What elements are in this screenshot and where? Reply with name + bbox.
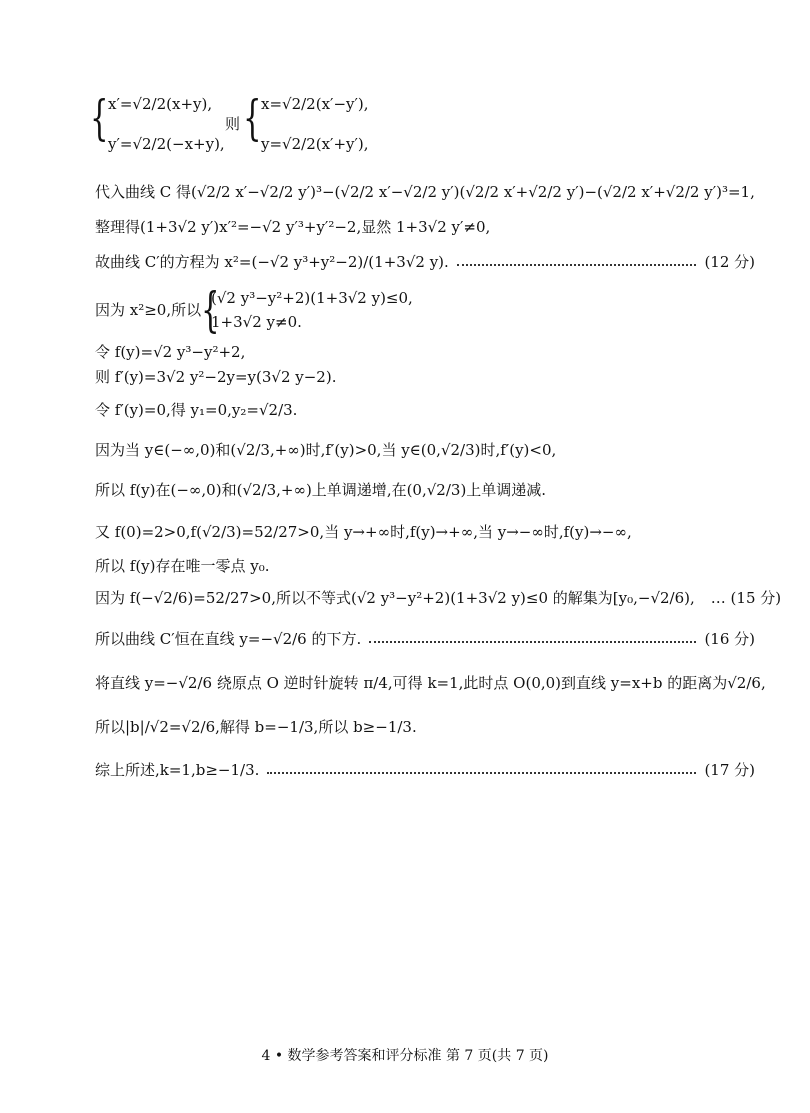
score-17: (17 分): [704, 761, 755, 779]
sign-line: 因为当 y∈(−∞,0)和(√2/3,+∞)时,f′(y)>0,当 y∈(0,√2/3)时,f′(y)<0,: [95, 441, 557, 459]
derivative-line: 则 f′(y)=3√2 y²−2y=y(3√2 y−2).: [95, 368, 337, 386]
coordinate-system-right: [225, 88, 425, 168]
curve-equation: 故曲线 C′的方程为 x²=(−√2 y³+y²−2)/(1+3√2 y).: [95, 253, 449, 271]
simplified-line: 整理得(1+3√2 y′)x′²=−√2 y′³+y′²−2,显然 1+3√2 y′≠0,: [95, 218, 491, 236]
leader-dots: [267, 772, 696, 774]
scored-line-15: [95, 588, 782, 608]
page-footer: 4 • 数学参考答案和评分标准 第 7 页(共 7 页): [261, 1048, 549, 1064]
brace-case: {: [201, 282, 220, 338]
system-left-row1: x′=√2/2(x+y),: [108, 95, 213, 113]
inequality-row2: 1+3√2 y≠0.: [211, 313, 302, 331]
score-15: … (15 分): [710, 589, 782, 607]
scored-line-17: [95, 760, 755, 780]
final-conclusion: 综上所述,k=1,b≥−1/3.: [95, 761, 260, 779]
scored-line-12: [95, 252, 755, 272]
monotonic-line: 所以 f(y)在(−∞,0)和(√2/3,+∞)上单调递增,在(0,√2/3)上单调递减.: [95, 481, 547, 499]
leader-dots: [369, 641, 696, 643]
system-left-row2: y′=√2/2(−x+y),: [108, 135, 225, 153]
distance-line: 所以|b|/√2=√2/6,解得 b=−1/3,所以 b≥−1/3.: [95, 718, 417, 736]
system-right-row1: x=√2/2(x′−y′),: [261, 95, 369, 113]
inequality-system: [95, 282, 495, 338]
brace-right: {: [243, 90, 262, 146]
substitution-line: 代入曲线 C 得(√2/2 x′−√2/2 y′)³−(√2/2 x′−√2/2 y′)(√2/2 x′+√2/2 y′)−(√2/2 x′+√2/2 y′)³=1,: [95, 183, 755, 201]
inequality-lead: 因为 x²≥0,所以: [95, 301, 202, 319]
values-line: 又 f(0)=2>0,f(√2/3)=52/27>0,当 y→+∞时,f(y)→+∞,当 y→−∞时,f(y)→−∞,: [95, 523, 632, 541]
score-12: (12 分): [704, 253, 755, 271]
system-right-row2: y=√2/2(x′+y′),: [261, 135, 369, 153]
brace-left: {: [90, 90, 109, 146]
system-right-lead: 则: [225, 115, 241, 133]
leader-dots: [457, 264, 697, 266]
below-line-conclusion: 所以曲线 C′恒在直线 y=−√2/6 的下方.: [95, 630, 362, 648]
scored-line-16: [95, 629, 755, 649]
define-f-line: 令 f(y)=√2 y³−y²+2,: [95, 343, 246, 361]
score-16: (16 分): [704, 630, 755, 648]
rotation-line: 将直线 y=−√2/6 绕原点 O 逆时针旋转 π/4,可得 k=1,此时点 O(0,0)到直线 y=x+b 的距离为√2/6,: [95, 674, 766, 692]
inequality-row1: (√2 y³−y²+2)(1+3√2 y)≤0,: [211, 289, 413, 307]
unique-zero-line: 所以 f(y)存在唯一零点 y₀.: [95, 557, 270, 575]
zeros-line: 令 f′(y)=0,得 y₁=0,y₂=√2/3.: [95, 401, 298, 419]
solution-set: 因为 f(−√2/6)=52/27>0,所以不等式(√2 y³−y²+2)(1+3√2 y)≤0 的解集为[y₀,−√2/6),: [95, 589, 695, 607]
